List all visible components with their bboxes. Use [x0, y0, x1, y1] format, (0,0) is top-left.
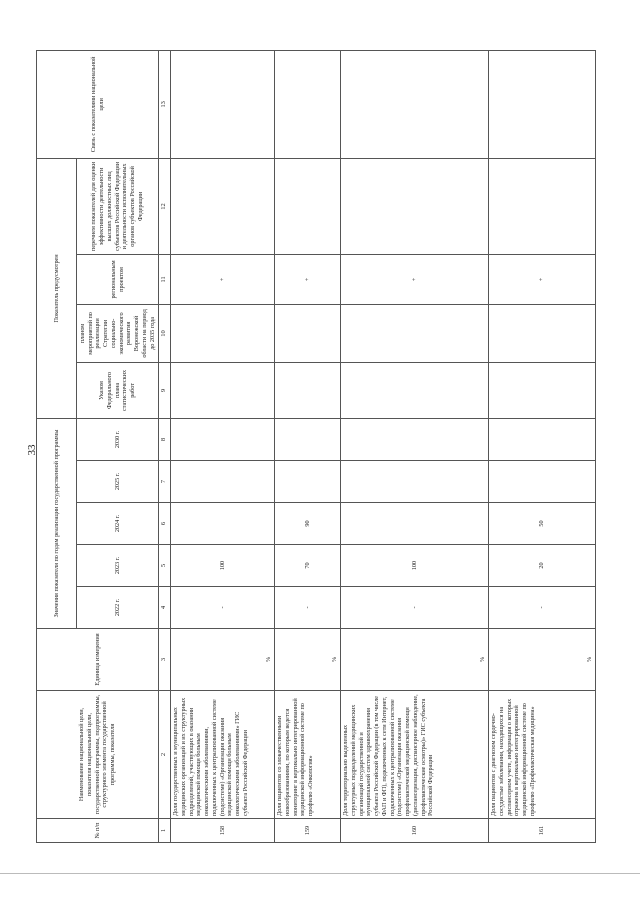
- row-value-2030: [341, 418, 489, 460]
- row-value-2022: -: [171, 587, 275, 629]
- row-num: 159: [275, 819, 341, 843]
- row-link: [275, 50, 341, 158]
- header-year-2030: 2030 г.: [77, 418, 159, 460]
- row-value-2030: [171, 418, 275, 460]
- col-number: 8: [159, 418, 171, 460]
- row-num: 160: [341, 819, 489, 843]
- table-row: [341, 50, 489, 842]
- row-value-2024: [171, 503, 275, 545]
- row-value-2025: [489, 461, 596, 503]
- row-list: [341, 158, 489, 254]
- table-wrapper: [36, 51, 595, 843]
- row-plan: [171, 304, 275, 362]
- header-year-2024: 2024 г.: [77, 503, 159, 545]
- row-federal: [341, 362, 489, 418]
- row-unit: %: [275, 629, 341, 691]
- row-num: 158: [171, 819, 275, 843]
- header-regional-project: региональным проектом: [77, 254, 159, 304]
- row-plan: [275, 304, 341, 362]
- row-unit: %: [171, 629, 275, 691]
- row-value-2022: -: [275, 587, 341, 629]
- table-row: [171, 50, 275, 842]
- row-list: [489, 158, 596, 254]
- table-row: [489, 50, 596, 842]
- row-num: 161: [489, 819, 596, 843]
- row-value-2024: [341, 503, 489, 545]
- row-regional: +: [489, 254, 596, 304]
- row-value-2023: 70: [275, 545, 341, 587]
- header-year-2023: 2023 г.: [77, 545, 159, 587]
- col-number: 6: [159, 503, 171, 545]
- row-plan: [489, 304, 596, 362]
- row-plan: [341, 304, 489, 362]
- col-number: 2: [159, 691, 171, 819]
- row-regional: +: [171, 254, 275, 304]
- row-value-2022: -: [341, 587, 489, 629]
- page-bottom-rule: [0, 873, 640, 874]
- row-value-2022: -: [489, 587, 596, 629]
- row-link: [171, 50, 275, 158]
- row-value-2024: 50: [489, 503, 596, 545]
- rotated-table-container: [36, 51, 595, 843]
- row-value-2030: [489, 418, 596, 460]
- header-num: № п/п: [37, 819, 159, 843]
- col-number: 3: [159, 629, 171, 691]
- row-value-2023: 20: [489, 545, 596, 587]
- header-unit: Единица измерения: [37, 629, 159, 691]
- header-indicator-group: Показатель предусмотрен: [37, 158, 77, 418]
- col-number: 7: [159, 461, 171, 503]
- row-value-2025: [275, 461, 341, 503]
- row-name: Доля пациентов со злокачественными новообразованиями, по которым ведется мониторинг в вертикально интегрированной медицинской информационной системе по профилю «Онкология»: [275, 691, 341, 819]
- row-unit: %: [341, 629, 489, 691]
- row-name: Доля государственных и муниципальных медицинских организаций и их структурных подразделений, участвующих в оказании медицинской помощи больным онкологическими заболеваниями, подключенных к централизованной системе (подсистеме) «Организация оказания медицинской помощи больным онкологическими заболеваниями» ГИС субъекта Российской Федерации: [171, 691, 275, 819]
- header-year-2022: 2022 г.: [77, 587, 159, 629]
- col-number: 5: [159, 545, 171, 587]
- row-federal: [275, 362, 341, 418]
- col-number: 9: [159, 362, 171, 418]
- header-federal-plan: Указом Федерального плана статистических работ: [77, 362, 159, 418]
- row-federal: [489, 362, 596, 418]
- header-efficiency-list: перечнем показателей для оценки эффективности деятельности высших должностных лиц субъектов Российской Федерации и деятельности исполнительных органов субъектов Российской Федерации: [77, 158, 159, 254]
- row-name: Доля территориально выделенных структурных подразделений медицинских организаций государственной и муниципальной систем здравоохранения субъекта Российской Федерации (в том числе ФАП и ФП), подключенных к сети Интернет, подключенных к централизованной системе (подсистеме) «Организация оказания профилактической медицинской помощи (диспансеризация, диспансерное наблюдение, профилактические осмотры)» ГИС субъекта Российской Федерации: [341, 691, 489, 819]
- col-number: 13: [159, 50, 171, 158]
- indicators-table: [36, 50, 596, 843]
- col-number: 10: [159, 304, 171, 362]
- row-regional: +: [275, 254, 341, 304]
- row-value-2025: [171, 461, 275, 503]
- header-year-2025: 2025 г.: [77, 461, 159, 503]
- col-number: 12: [159, 158, 171, 254]
- row-value-2023: 100: [341, 545, 489, 587]
- row-link: [341, 50, 489, 158]
- header-strategy-plan: планом мероприятий по реализации Стратегии социально-экономического развития Воронежской области на период до 2035 года: [77, 304, 159, 362]
- row-unit: %: [489, 629, 596, 691]
- row-value-2024: 90: [275, 503, 341, 545]
- col-number: 11: [159, 254, 171, 304]
- row-name: Доля пациентов с диагнозом сердечно-сосудистые заболевания, находящихся на диспансерном учете, информация о которых отражена в вертикально интегрированной медицинской информационной системе по профилю «Профилактическая медицина»: [489, 691, 596, 819]
- row-regional: +: [341, 254, 489, 304]
- row-federal: [171, 362, 275, 418]
- row-link: [489, 50, 596, 158]
- row-value-2023: 100: [171, 545, 275, 587]
- row-list: [171, 158, 275, 254]
- header-name: Наименование национальной цели, показателя национальной цели, государственной программы, подпрограммы, структурного элемента государственной программы, показателя: [37, 691, 159, 819]
- header-values-group: Значения показателя по годам реализации государственной программы: [37, 418, 77, 628]
- page-number: 33: [26, 444, 38, 456]
- row-value-2030: [275, 418, 341, 460]
- col-number: 1: [159, 819, 171, 843]
- col-number: 4: [159, 587, 171, 629]
- row-list: [275, 158, 341, 254]
- table-row: [275, 50, 341, 842]
- header-link: Связь с показателями национальной цели: [37, 50, 159, 158]
- row-value-2025: [341, 461, 489, 503]
